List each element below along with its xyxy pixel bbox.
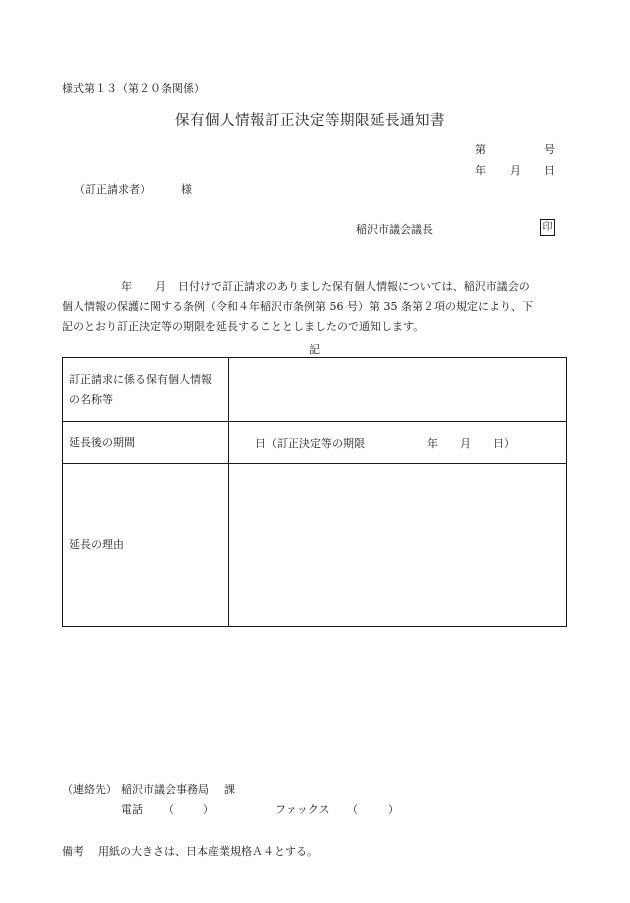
date-year: 年: [475, 164, 486, 177]
detail-table: [62, 357, 567, 627]
table-row-period: [63, 422, 567, 464]
body-line-1-month: 月: [155, 280, 166, 293]
doc-number-prefix: 第: [475, 143, 486, 156]
fax-close: ）: [388, 803, 399, 816]
contact-section: 課: [224, 783, 235, 796]
note-label: 備考: [62, 845, 84, 858]
period-label: 延長後の期間: [63, 422, 229, 464]
info-name-label-line1: 訂正請求に係る保有個人情報: [69, 372, 212, 386]
period-value: [229, 422, 567, 464]
period-year: 年: [427, 436, 438, 450]
body-line-1: 日付けで訂正請求のありました保有個人情報については、稲沢市議会の: [178, 280, 530, 293]
contact-office: 稲沢市議会事務局: [121, 783, 209, 796]
contact-label: （連絡先）: [62, 783, 117, 796]
form-number: 様式第１３（第２０条関係）: [62, 82, 205, 95]
period-month: 月: [460, 436, 471, 450]
phone-close: ）: [203, 803, 214, 816]
fax-open: （: [347, 803, 358, 816]
phone-open: （: [163, 803, 174, 816]
info-name-label: [63, 358, 229, 422]
doc-number-suffix: 号: [544, 143, 555, 156]
date-day: 日: [544, 164, 555, 177]
recipient-label: （訂正請求者）: [74, 183, 151, 196]
info-name-value: [229, 358, 567, 422]
info-name-label-line2: の名称等: [69, 392, 113, 406]
recipient-honorific: 様: [181, 183, 192, 196]
phone-label: 電話: [121, 803, 143, 816]
fax-label: ファックス: [275, 803, 330, 816]
body-line-1-year: 年: [121, 280, 132, 293]
date-month: 月: [510, 164, 521, 177]
seal-mark: 印: [540, 219, 555, 236]
page-title: 保有個人情報訂正決定等期限延長通知書: [175, 113, 445, 129]
period-close: 日）: [493, 436, 515, 450]
table-row-reason: [63, 464, 567, 627]
body-line-3: 記のとおり訂正決定等の期限を延長することとしましたので通知します。: [62, 320, 425, 333]
table-row-info-name: [63, 358, 567, 422]
reason-value: [229, 464, 567, 627]
body-line-2: 個人情報の保護に関する条例（令和４年稲沢市条例第 56 号）第 35 条第２項の規定により、下: [62, 300, 533, 313]
note-text: 用紙の大きさは、日本産業規格Ａ４とする。: [98, 845, 318, 858]
period-day: 日（訂正決定等の期限: [255, 436, 365, 450]
sender-name: 稲沢市議会議長: [356, 223, 433, 236]
reason-label: 延長の理由: [63, 464, 229, 627]
ki-heading: 記: [309, 343, 320, 356]
